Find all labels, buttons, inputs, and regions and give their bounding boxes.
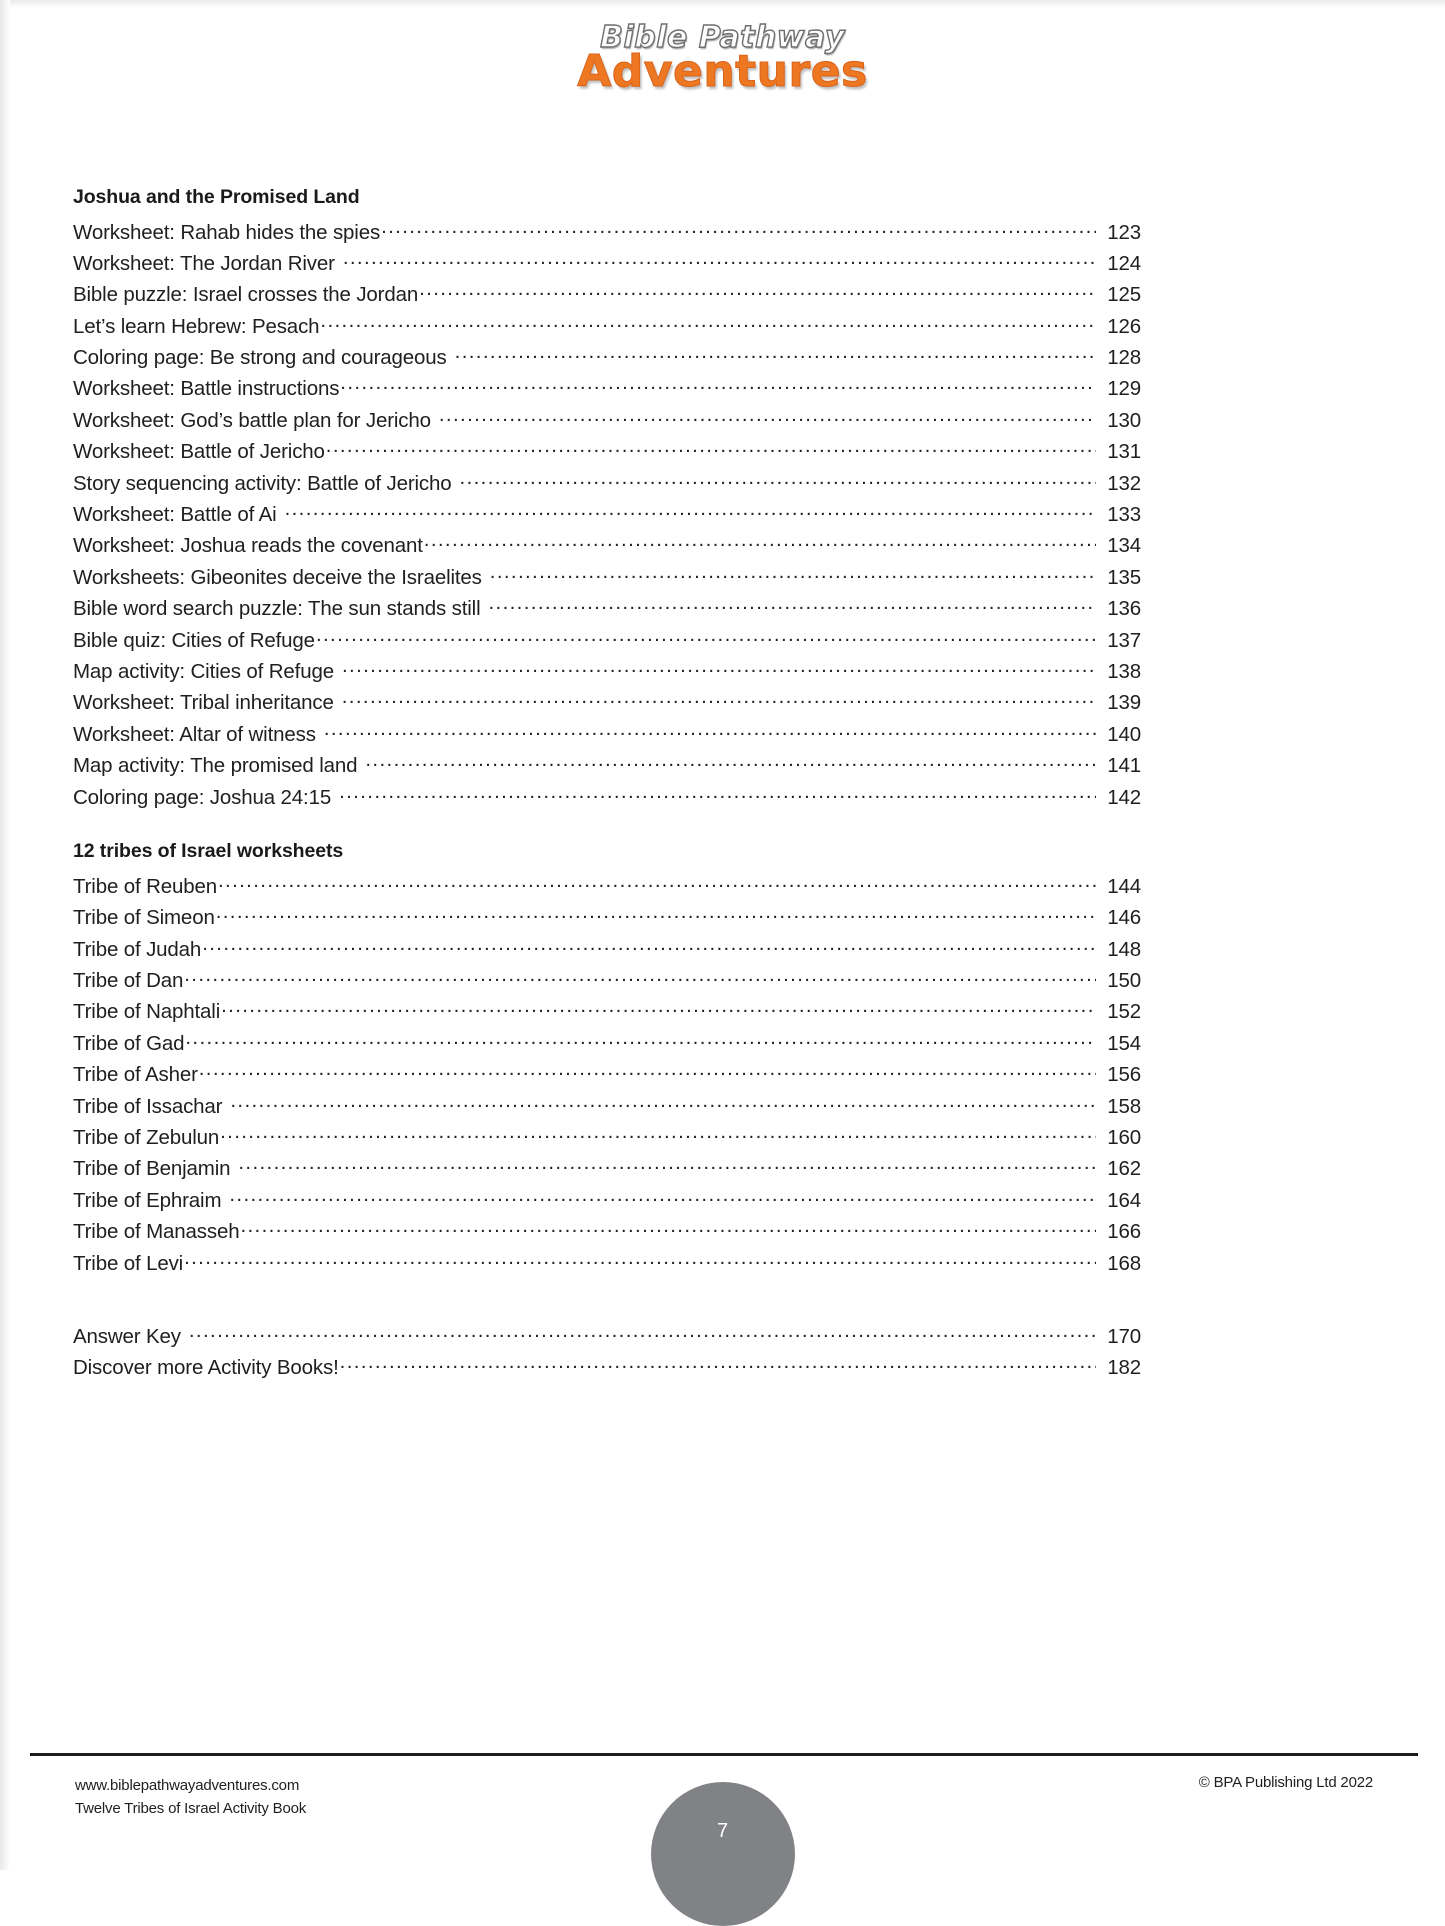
toc-entry-title: Worksheets: Gibeonites deceive the Israelites	[73, 565, 482, 589]
toc-entry[interactable]	[73, 281, 1141, 312]
toc-entry-title: Answer Key	[73, 1325, 181, 1348]
page-edge-shadow-top	[0, 0, 1445, 8]
toc-entry[interactable]	[73, 967, 1141, 998]
toc-entry[interactable]	[73, 1218, 1141, 1249]
toc-entry-title: Tribe of Ephraim	[73, 1188, 222, 1212]
toc-entry-title: Worksheet: Battle of Jericho	[73, 440, 325, 464]
toc-section-12-tribes	[73, 840, 1141, 1280]
toc-leader-dots	[490, 563, 1096, 584]
page-footer	[0, 1762, 1445, 1870]
toc-leader-dots	[189, 1323, 1096, 1344]
toc-entry[interactable]	[73, 563, 1141, 594]
toc-entry-title: Tribe of Naphtali	[73, 1000, 221, 1024]
footer-left-block	[75, 1774, 306, 1821]
toc-leader-dots	[238, 1155, 1096, 1176]
toc-entry-title: Tribe of Gad	[73, 1031, 185, 1055]
toc-entry-title: Worksheet: Altar of witness	[73, 722, 316, 746]
toc-entry-page: 137	[1107, 628, 1141, 652]
toc-entry[interactable]	[73, 1092, 1141, 1123]
toc-entry-page: 123	[1107, 220, 1141, 244]
toc-entry-title: Worksheet: The Jordan River	[73, 251, 335, 275]
footer-book-title: Twelve Tribes of Israel Activity Book	[75, 1800, 307, 1818]
toc-entry[interactable]	[73, 1354, 1141, 1385]
toc-entry-page: 150	[1107, 969, 1141, 993]
toc-entry-page: 182	[1107, 1356, 1141, 1380]
toc-entry-page: 156	[1107, 1063, 1141, 1087]
toc-leader-dots	[218, 872, 1096, 893]
toc-leader-dots	[326, 438, 1096, 459]
toc-entry-title: Coloring page: Be strong and courageous	[73, 346, 447, 370]
toc-entry[interactable]	[73, 406, 1141, 437]
toc-entry-title: Map activity: The promised land	[73, 754, 358, 778]
toc-entry-page: 154	[1107, 1031, 1141, 1055]
toc-leader-dots	[229, 1186, 1096, 1207]
toc-leader-dots	[424, 532, 1096, 553]
toc-leader-dots	[342, 657, 1096, 678]
toc-entry[interactable]	[73, 438, 1141, 469]
toc-entry-title: Let’s learn Hebrew: Pesach	[73, 314, 320, 338]
toc-entry[interactable]	[73, 375, 1141, 406]
logo-text-adventures: Adventures	[577, 45, 868, 97]
toc-entry-title: Tribe of Asher	[73, 1063, 198, 1087]
toc-entry[interactable]	[73, 720, 1141, 751]
toc-entry-page: 141	[1107, 754, 1141, 778]
toc-leader-dots	[324, 720, 1096, 741]
toc-entry-page: 129	[1107, 377, 1141, 401]
toc-entry-page: 125	[1107, 283, 1141, 307]
toc-entry[interactable]	[73, 1186, 1141, 1217]
toc-entry[interactable]	[73, 1323, 1141, 1354]
toc-leader-dots	[460, 469, 1096, 490]
toc-entry-title: Worksheet: Battle of Ai	[73, 503, 277, 527]
toc-entry-page: 128	[1107, 346, 1141, 370]
toc-entry-title: Tribe of Issachar	[73, 1094, 223, 1118]
toc-entry[interactable]	[73, 1061, 1141, 1092]
toc-leader-dots	[202, 935, 1096, 956]
toc-entry-title: Coloring page: Joshua 24:15	[73, 785, 332, 809]
logo-text-bible-pathway: Bible Pathway	[600, 20, 845, 55]
toc-entry-title: Worksheet: God’s battle plan for Jericho	[73, 408, 431, 432]
toc-entry-title: Tribe of Simeon	[73, 906, 215, 930]
toc-entry-title: Story sequencing activity: Battle of Jericho	[73, 471, 452, 495]
toc-section-joshua	[73, 186, 1141, 814]
toc-entry-title: Tribe of Zebulun	[73, 1126, 220, 1150]
toc-entry-page: 168	[1107, 1251, 1141, 1275]
toc-entry[interactable]	[73, 752, 1141, 783]
toc-entry-page: 148	[1107, 937, 1141, 961]
toc-entry[interactable]	[73, 501, 1141, 532]
toc-entry[interactable]	[73, 935, 1141, 966]
toc-leader-dots	[439, 406, 1096, 427]
toc-entry-title: Discover more Activity Books!	[73, 1356, 339, 1380]
toc-entry-page: 124	[1107, 251, 1141, 275]
toc-entry-page: 152	[1107, 1000, 1141, 1024]
toc-leader-dots	[316, 626, 1096, 647]
toc-leader-dots	[230, 1092, 1096, 1113]
toc-entry[interactable]	[73, 998, 1141, 1029]
toc-entry-title: Worksheet: Rahab hides the spies	[73, 220, 381, 244]
toc-entry-title: Tribe of Dan	[73, 969, 184, 993]
toc-leader-dots	[185, 1029, 1096, 1050]
toc-entry-title: Worksheet: Joshua reads the covenant	[73, 534, 423, 558]
toc-leader-dots	[343, 249, 1096, 270]
toc-entry-page: 162	[1107, 1157, 1141, 1181]
toc-entry[interactable]	[73, 689, 1141, 720]
toc-entry-page: 126	[1107, 314, 1141, 338]
toc-leader-dots	[216, 904, 1096, 925]
toc-entry[interactable]	[73, 904, 1141, 935]
page-number: 7	[716, 1820, 729, 1842]
toc-entry-page: 133	[1107, 503, 1141, 527]
toc-leader-dots	[340, 1354, 1096, 1375]
toc-leader-dots	[184, 967, 1096, 988]
toc-entry[interactable]	[73, 312, 1141, 343]
section-heading: 12 tribes of Israel worksheets	[73, 840, 344, 863]
toc-entry-title: Tribe of Reuben	[73, 874, 217, 898]
toc-entry-page: 164	[1107, 1188, 1141, 1212]
toc-leader-dots	[199, 1061, 1096, 1082]
toc-entry[interactable]	[73, 249, 1141, 280]
toc-entry-page: 136	[1107, 597, 1141, 621]
toc-entry[interactable]	[73, 344, 1141, 375]
toc-entry[interactable]	[73, 1029, 1141, 1060]
footer-website[interactable]: www.biblepathwayadventures.com	[75, 1777, 300, 1794]
section-heading: Joshua and the Promised Land	[73, 186, 360, 208]
toc-entry-title: Tribe of Benjamin	[73, 1157, 231, 1181]
toc-entry-title: Tribe of Levi	[73, 1251, 184, 1275]
toc-entry-page: 134	[1107, 534, 1141, 558]
table-of-contents	[73, 186, 1141, 1385]
toc-entry-title: Bible puzzle: Israel crosses the Jordan	[73, 283, 419, 307]
toc-entry-page: 138	[1107, 659, 1141, 683]
toc-entry[interactable]	[73, 469, 1141, 500]
toc-entry[interactable]	[73, 1249, 1141, 1280]
toc-entry-page: 132	[1107, 471, 1141, 495]
toc-entry-page: 140	[1107, 722, 1141, 746]
footer-divider	[30, 1753, 1418, 1756]
toc-entry-page: 170	[1107, 1325, 1141, 1348]
toc-entry-title: Map activity: Cities of Refuge	[73, 659, 334, 683]
toc-leader-dots	[365, 752, 1096, 773]
toc-entry-title: Bible quiz: Cities of Refuge	[73, 628, 315, 652]
brand-logo	[0, 20, 1445, 97]
page-edge-shadow-left	[0, 0, 10, 1870]
toc-entry[interactable]	[73, 872, 1141, 903]
toc-entry-title: Worksheet: Tribal inheritance	[73, 691, 334, 715]
toc-entry[interactable]	[73, 626, 1141, 657]
toc-leader-dots	[339, 783, 1096, 804]
toc-leader-dots	[320, 312, 1096, 333]
toc-leader-dots	[381, 218, 1096, 239]
toc-entry[interactable]	[73, 532, 1141, 563]
toc-leader-dots	[220, 1124, 1096, 1145]
toc-entry-page: 131	[1107, 440, 1141, 464]
toc-entry[interactable]	[73, 595, 1141, 626]
toc-entry-title: Tribe of Manasseh	[73, 1220, 240, 1244]
toc-entry-title: Bible word search puzzle: The sun stands still	[73, 597, 481, 621]
toc-entry-page: 142	[1107, 785, 1141, 809]
toc-entry-page: 130	[1107, 408, 1141, 432]
toc-leader-dots	[342, 689, 1096, 710]
toc-entry[interactable]	[73, 1124, 1141, 1155]
toc-leader-dots	[340, 375, 1096, 396]
toc-entry-title: Tribe of Judah	[73, 937, 202, 961]
toc-entry-page: 146	[1107, 906, 1141, 930]
toc-leader-dots	[419, 281, 1096, 302]
toc-leader-dots	[455, 344, 1096, 365]
toc-section-back-matter	[73, 1323, 1141, 1386]
toc-entry-title: Worksheet: Battle instructions	[73, 377, 340, 401]
toc-entry-page: 166	[1107, 1220, 1141, 1244]
toc-leader-dots	[184, 1249, 1096, 1270]
toc-entry-page: 158	[1107, 1094, 1141, 1118]
toc-entry[interactable]	[73, 218, 1141, 249]
toc-leader-dots	[221, 998, 1096, 1019]
toc-entry-page: 144	[1107, 874, 1141, 898]
footer-copyright: © BPA Publishing Ltd 2022	[1198, 1774, 1373, 1791]
toc-entry[interactable]	[73, 1155, 1141, 1186]
toc-leader-dots	[285, 501, 1096, 522]
toc-entry-page: 160	[1107, 1126, 1141, 1150]
page-number-badge	[651, 1782, 795, 1926]
toc-entry[interactable]	[73, 783, 1141, 814]
toc-leader-dots	[489, 595, 1097, 616]
toc-entry-page: 135	[1107, 565, 1141, 589]
toc-entry-page: 139	[1107, 691, 1141, 715]
toc-leader-dots	[240, 1218, 1096, 1239]
toc-entry[interactable]	[73, 657, 1141, 688]
